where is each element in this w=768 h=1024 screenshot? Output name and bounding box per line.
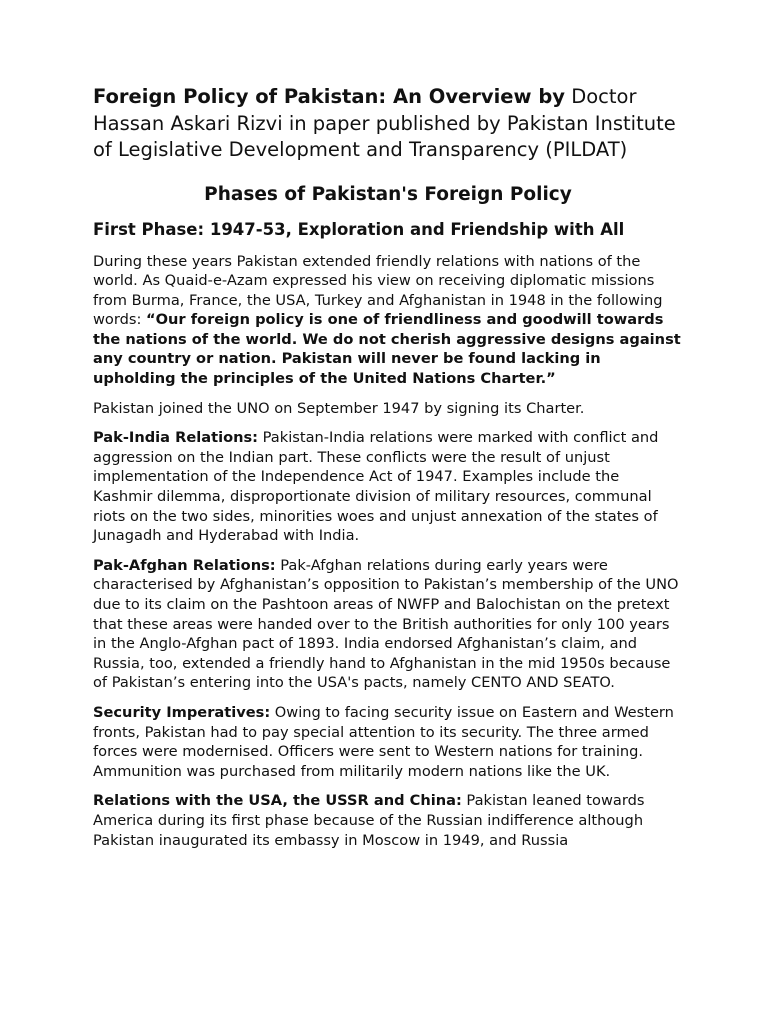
paragraph-label: Relations with the USA, the USSR and China: [93, 792, 462, 810]
paragraph-label: Pak-India Relations: [93, 429, 259, 447]
phase-heading: First Phase: 1947-53, Exploration and Friendship with All [93, 219, 625, 239]
section-heading: Phases of Pakistan's Foreign Policy [204, 183, 572, 205]
paragraph-label: Pak-Afghan Relations: [93, 556, 276, 574]
document-title-rest: Doctor Hassan Askari Rizvi in paper published by Pakistan Institute of Legislative Development and Transparency (PILDAT) [93, 85, 676, 161]
paragraph-label: Security Imperatives: [93, 703, 271, 721]
paragraph-text: Pakistan leaned towards America during its first phase because of the Russian indifference although Pakistan inaugurated its embassy in Moscow in 1949, and Russia [93, 792, 645, 849]
security-paragraph [93, 703, 683, 781]
paragraph-text: Owing to facing security issue on Eastern and Western fronts, Pakistan had to pay special attention to its security. The three armed forces were modernised. Officers were sent to Western nations for training. Ammunition was purchased from militarily modern nations like the UK. [93, 703, 674, 780]
pak-india-paragraph [93, 428, 683, 546]
document-title [93, 84, 683, 164]
pak-afghan-paragraph [93, 556, 683, 693]
paragraph-text: Pakistan-India relations were marked with conflict and aggression on the Indian part. These conflicts were the result of unjust implementation of the Independence Act of 1947. Examples include the Kashmir dilemma, disproportionate division of military resources, communal riots on the two sides, minorities woes and unjust annexation of the states of Junagadh and Hyderabad with India. [93, 429, 659, 545]
uno-paragraph: Pakistan joined the UNO on September 1947 by signing its Charter. [93, 399, 585, 417]
intro-paragraph [93, 252, 683, 389]
paragraph-text: Pak-Afghan relations during early years were characterised by Afghanistan’s opposition to Pakistan’s membership of the UNO due to its claim on the Pashtoon areas of NWFP and Balochistan on the pretext that these areas were handed over to the British authorities for only 100 years in the Anglo-Afghan pact of 1893. India endorsed Afghanistan’s claim, and Russia, too, extended a friendly hand to Afghanistan in the mid 1950s because of Pakistan’s entering into the USA's pacts, namely CENTO AND SEATO. [93, 556, 679, 692]
document-title-bold: Foreign Policy of Pakistan: An Overview by [93, 85, 565, 108]
quaid-quote: “Our foreign policy is one of friendliness and goodwill towards the nations of the world. We do not cherish aggressive designs against any country or nation. Pakistan will never be found lacking in upholding the principles of the United Nations Charter.” [93, 311, 681, 388]
intro-text: During these years Pakistan extended friendly relations with nations of the world. As Quaid-e-Azam expressed his view on receiving diplomatic missions from Burma, France, the USA, Turkey and Afghanistan in 1948 in the following words: [93, 252, 663, 329]
document-page [93, 84, 683, 860]
usa-ussr-china-paragraph [93, 791, 683, 850]
